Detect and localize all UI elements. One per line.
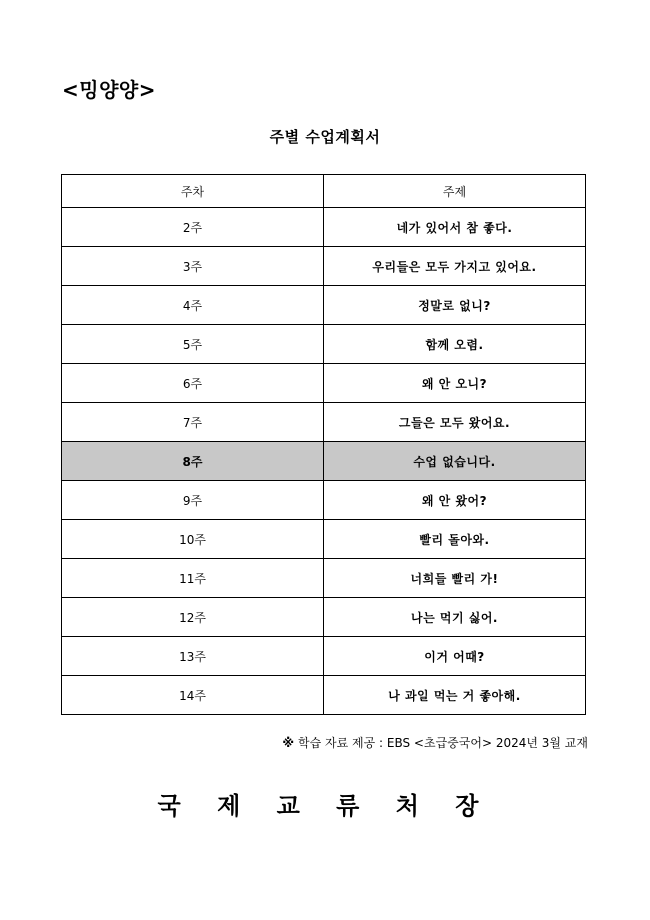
week-cell: 6주 [62, 364, 324, 403]
week-cell: 3주 [62, 247, 324, 286]
table-row [62, 598, 586, 637]
week-cell: 4주 [62, 286, 324, 325]
week-cell: 14주 [62, 676, 324, 715]
source-note [282, 734, 588, 751]
week-cell: 7주 [62, 403, 324, 442]
topic-cell: 나 과일 먹는 거 좋아해. [324, 676, 586, 715]
reference-mark: ※ [282, 736, 295, 750]
table-row [62, 403, 586, 442]
topic-cell: 너희들 빨리 가! [324, 559, 586, 598]
topic-cell: 그들은 모두 왔어요. [324, 403, 586, 442]
table-row [62, 208, 586, 247]
table-row [62, 637, 586, 676]
table-row [62, 325, 586, 364]
topic-cell: 함께 오렴. [324, 325, 586, 364]
table-row [62, 481, 586, 520]
week-cell: 8주 [62, 442, 324, 481]
source-text: 학습 자료 제공 : EBS <초급중국어> 2024년 3월 교재 [298, 736, 588, 750]
document-heading: <밍양양> [62, 78, 156, 102]
week-cell: 11주 [62, 559, 324, 598]
week-cell: 10주 [62, 520, 324, 559]
topic-cell: 나는 먹기 싫어. [324, 598, 586, 637]
table-row [62, 286, 586, 325]
table-row [62, 364, 586, 403]
header-topic: 주제 [324, 175, 586, 208]
table-row [62, 559, 586, 598]
topic-cell: 이거 어때? [324, 637, 586, 676]
week-cell: 13주 [62, 637, 324, 676]
issuer-signature: 국 제 교 류 처 장 [157, 791, 493, 820]
topic-cell: 왜 안 오니? [324, 364, 586, 403]
document-title: 주별 수업계획서 [269, 128, 381, 146]
week-cell: 9주 [62, 481, 324, 520]
table-row [62, 676, 586, 715]
header-week: 주차 [62, 175, 324, 208]
topic-cell: 네가 있어서 참 좋다. [324, 208, 586, 247]
weekly-plan-table [61, 174, 586, 715]
week-cell: 5주 [62, 325, 324, 364]
table-row [62, 247, 586, 286]
week-cell: 12주 [62, 598, 324, 637]
week-cell: 2주 [62, 208, 324, 247]
table-row [62, 520, 586, 559]
topic-cell: 우리들은 모두 가지고 있어요. [324, 247, 586, 286]
topic-cell: 수업 없습니다. [324, 442, 586, 481]
topic-cell: 왜 안 왔어? [324, 481, 586, 520]
table-row-highlighted [62, 442, 586, 481]
table-header-row [62, 175, 586, 208]
topic-cell: 정말로 없니? [324, 286, 586, 325]
topic-cell: 빨리 돌아와. [324, 520, 586, 559]
